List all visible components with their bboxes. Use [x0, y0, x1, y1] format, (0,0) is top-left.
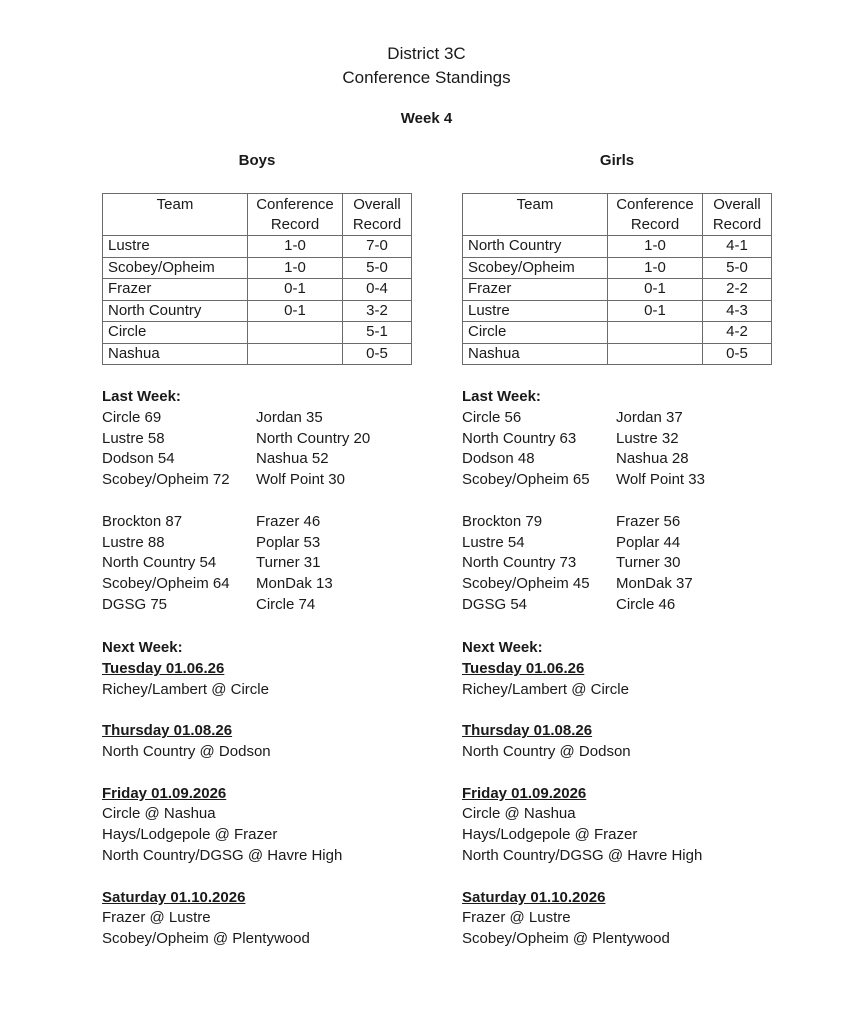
team-score-b: Frazer 46: [256, 512, 321, 530]
scheduled-game: Richey/Lambert @ Circle: [462, 680, 629, 698]
team-score-a: Dodson 48: [462, 450, 535, 468]
scheduled-game: Scobey/Opheim @ Plentywood: [462, 930, 670, 948]
team-cell: Circle: [103, 322, 248, 344]
scheduled-game: Scobey/Opheim @ Plentywood: [102, 930, 310, 948]
game-result: [462, 449, 822, 470]
game-result: [462, 408, 822, 429]
next-week-label: Next Week:: [462, 639, 543, 656]
table-row: [103, 322, 412, 344]
game-result: [462, 429, 822, 450]
team-score-b: Poplar 53: [256, 533, 321, 551]
game-result: [102, 574, 462, 595]
document-title: District 3C: [387, 44, 466, 63]
game-result: [102, 533, 462, 554]
schedule-day: Friday 01.09.2026: [102, 784, 227, 802]
spacer: [102, 700, 462, 721]
team-score-b: Circle 74: [256, 595, 316, 613]
column-header-overall: Overall Record: [703, 194, 772, 236]
scheduled-game: North Country/DGSG @ Havre High: [102, 846, 343, 864]
overall-cell: 7-0: [343, 236, 412, 258]
overall-cell: 0-5: [343, 343, 412, 365]
girls-next-week: [462, 638, 822, 950]
team-cell: Frazer: [463, 279, 608, 301]
scheduled-game: North Country @ Dodson: [102, 742, 271, 760]
document-subtitle: Conference Standings: [342, 68, 511, 87]
game-result: [462, 470, 822, 491]
team-cell: North Country: [463, 236, 608, 258]
team-score-a: DGSG 54: [462, 595, 528, 613]
team-cell: Frazer: [103, 279, 248, 301]
scheduled-game: Hays/Lodgepole @ Frazer: [462, 826, 638, 844]
game-result: [102, 512, 462, 533]
girls-last-week: [462, 387, 822, 616]
table-row: [463, 322, 772, 344]
team-score-b: Nashua 28: [616, 450, 689, 468]
team-cell: North Country: [103, 300, 248, 322]
schedule-day: Saturday 01.10.2026: [462, 888, 606, 906]
last-week-label: Last Week:: [462, 388, 541, 405]
column-header-conference: Conference Record: [608, 194, 703, 236]
team-score-b: Jordan 37: [616, 408, 683, 426]
overall-cell: 4-2: [703, 322, 772, 344]
team-score-a: Scobey/Opheim 72: [102, 471, 230, 489]
game-result: [102, 408, 462, 429]
team-score-b: Lustre 32: [616, 429, 679, 447]
spacer: [102, 763, 462, 784]
boys-next-week: [102, 638, 462, 950]
schedule-day: Thursday 01.08.26: [462, 722, 593, 740]
conference-cell: 0-1: [608, 279, 703, 301]
scheduled-game: Richey/Lambert @ Circle: [102, 680, 269, 698]
conference-cell: [248, 343, 343, 365]
column-header-overall: Overall Record: [343, 194, 412, 236]
schedule-day: Tuesday 01.06.26: [462, 659, 585, 677]
conference-cell: [608, 343, 703, 365]
spacer: [462, 700, 822, 721]
team-score-b: North Country 20: [256, 429, 371, 447]
game-result: [462, 595, 822, 616]
overall-cell: 4-1: [703, 236, 772, 258]
scheduled-game: Frazer @ Lustre: [462, 909, 571, 927]
team-score-b: Jordan 35: [256, 408, 323, 426]
conference-cell: [248, 322, 343, 344]
team-score-a: Lustre 88: [102, 533, 165, 551]
conference-cell: 0-1: [608, 300, 703, 322]
team-score-b: Circle 46: [616, 595, 676, 613]
team-score-b: Turner 30: [616, 554, 681, 572]
team-score-a: North Country 73: [462, 554, 577, 572]
game-result: [462, 512, 822, 533]
week-label: Week 4: [400, 110, 453, 127]
team-score-b: MonDak 37: [616, 575, 693, 593]
team-score-a: Brockton 79: [462, 512, 543, 530]
team-score-a: Lustre 58: [102, 429, 165, 447]
team-score-a: Scobey/Opheim 65: [462, 471, 590, 489]
overall-cell: 3-2: [343, 300, 412, 322]
team-cell: Lustre: [463, 300, 608, 322]
game-result: [102, 553, 462, 574]
game-result: [102, 429, 462, 450]
column-header-team: Team: [463, 194, 608, 236]
overall-cell: 0-4: [343, 279, 412, 301]
team-score-b: Poplar 44: [616, 533, 681, 551]
game-result: [462, 553, 822, 574]
girls-heading: Girls: [599, 152, 635, 169]
team-score-a: Dodson 54: [102, 450, 175, 468]
team-score-a: Circle 69: [102, 408, 162, 426]
table-row: [103, 257, 412, 279]
team-score-b: MonDak 13: [256, 575, 333, 593]
team-score-b: Frazer 56: [616, 512, 681, 530]
conference-cell: 1-0: [608, 236, 703, 258]
conference-cell: 1-0: [248, 236, 343, 258]
game-result: [102, 595, 462, 616]
conference-cell: 1-0: [248, 257, 343, 279]
table-row: [103, 300, 412, 322]
game-result: [462, 574, 822, 595]
schedule-day: Tuesday 01.06.26: [102, 659, 225, 677]
scheduled-game: Hays/Lodgepole @ Frazer: [102, 826, 278, 844]
game-result: [102, 470, 462, 491]
team-cell: Scobey/Opheim: [463, 257, 608, 279]
team-score-a: North Country 54: [102, 554, 217, 572]
table-row: [463, 236, 772, 258]
schedule-day: Thursday 01.08.26: [102, 722, 233, 740]
team-score-b: Wolf Point 33: [616, 471, 705, 489]
team-score-b: Turner 31: [256, 554, 321, 572]
table-row: [463, 300, 772, 322]
conference-cell: 1-0: [608, 257, 703, 279]
schedule-day: Friday 01.09.2026: [462, 784, 587, 802]
table-row: [463, 279, 772, 301]
scheduled-game: North Country/DGSG @ Havre High: [462, 846, 703, 864]
boys-heading: Boys: [238, 152, 276, 169]
team-score-b: Wolf Point 30: [256, 471, 345, 489]
team-score-a: North Country 63: [462, 429, 577, 447]
conference-cell: 0-1: [248, 279, 343, 301]
column-header-team: Team: [103, 194, 248, 236]
team-score-b: Nashua 52: [256, 450, 329, 468]
team-score-a: Lustre 54: [462, 533, 525, 551]
team-cell: Circle: [463, 322, 608, 344]
schedule-day: Saturday 01.10.2026: [102, 888, 246, 906]
team-score-a: Circle 56: [462, 408, 522, 426]
table-row: [463, 343, 772, 365]
next-week-label: Next Week:: [102, 639, 183, 656]
spacer: [102, 491, 462, 512]
overall-cell: 0-5: [703, 343, 772, 365]
table-row: [103, 343, 412, 365]
scheduled-game: Circle @ Nashua: [102, 805, 216, 823]
overall-cell: 5-0: [343, 257, 412, 279]
table-row: [103, 236, 412, 258]
table-header-row: [103, 194, 412, 236]
boys-standings-table: [102, 193, 412, 365]
overall-cell: 2-2: [703, 279, 772, 301]
girls-standings-table: [462, 193, 772, 365]
table-header-row: [463, 194, 772, 236]
spacer: [102, 867, 462, 888]
spacer: [462, 491, 822, 512]
overall-cell: 5-1: [343, 322, 412, 344]
boys-last-week: [102, 387, 462, 616]
scheduled-game: North Country @ Dodson: [462, 742, 631, 760]
game-result: [462, 533, 822, 554]
team-score-a: Scobey/Opheim 64: [102, 575, 230, 593]
team-score-a: Brockton 87: [102, 512, 183, 530]
conference-cell: [608, 322, 703, 344]
column-header-conference: Conference Record: [248, 194, 343, 236]
team-cell: Nashua: [463, 343, 608, 365]
table-row: [463, 257, 772, 279]
team-cell: Nashua: [103, 343, 248, 365]
scheduled-game: Circle @ Nashua: [462, 805, 576, 823]
spacer: [462, 763, 822, 784]
spacer: [462, 867, 822, 888]
team-cell: Scobey/Opheim: [103, 257, 248, 279]
conference-cell: 0-1: [248, 300, 343, 322]
team-cell: Lustre: [103, 236, 248, 258]
overall-cell: 5-0: [703, 257, 772, 279]
team-score-a: DGSG 75: [102, 595, 168, 613]
game-result: [102, 449, 462, 470]
table-row: [103, 279, 412, 301]
last-week-label: Last Week:: [102, 388, 181, 405]
overall-cell: 4-3: [703, 300, 772, 322]
team-score-a: Scobey/Opheim 45: [462, 575, 590, 593]
scheduled-game: Frazer @ Lustre: [102, 909, 211, 927]
